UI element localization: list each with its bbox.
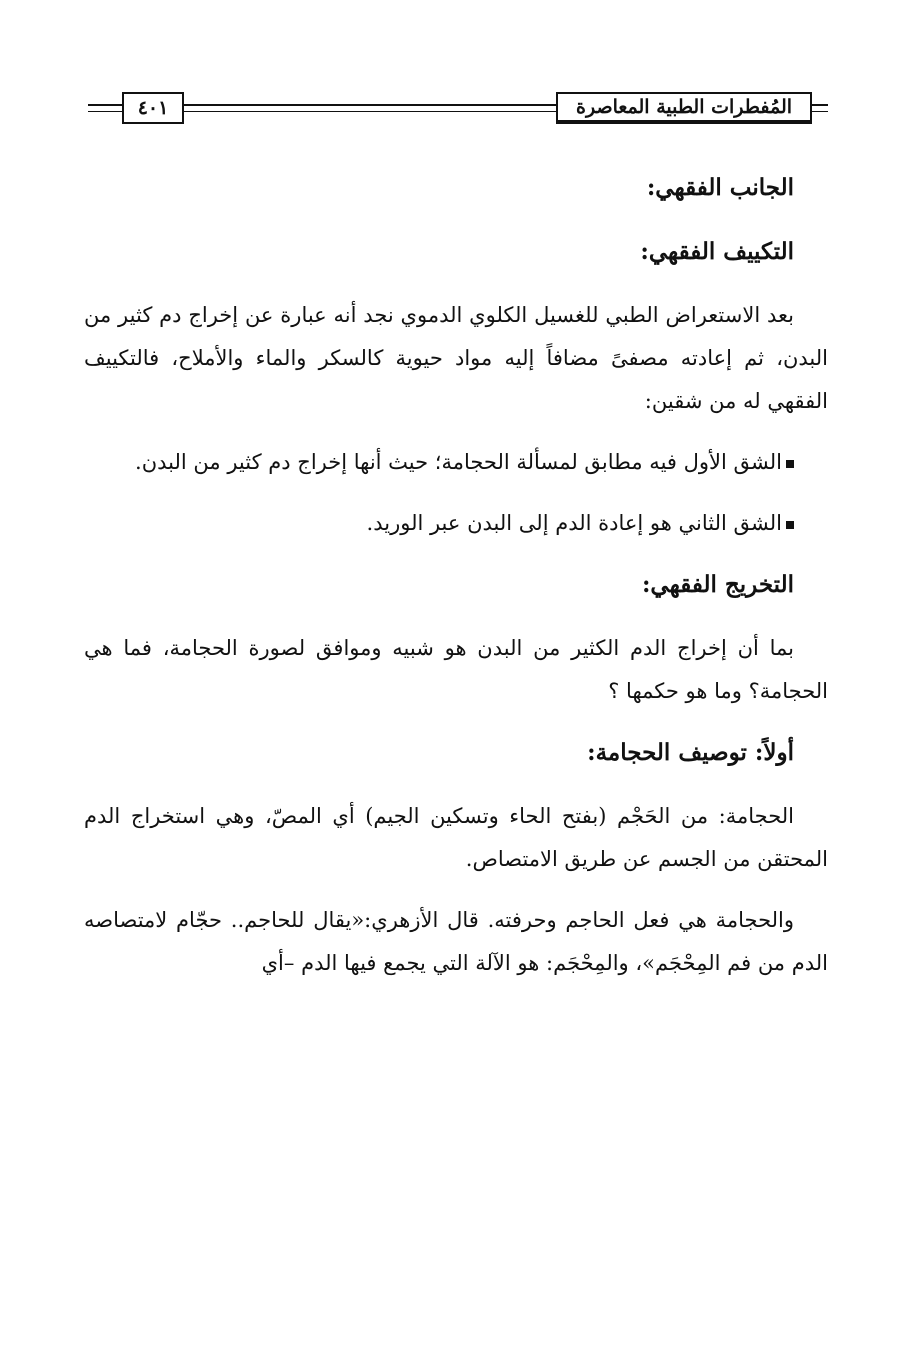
bullet-item-2 [84, 502, 828, 545]
heading-takyif: التكييف الفقهي: [640, 238, 794, 265]
paragraph-3: الحجامة: من الحَجْم (بفتح الحاء وتسكين الجيم) أي المصّ، وهي استخراج الدم المحتقن من الجسم عن طريق الامتصاص. [84, 804, 828, 871]
bullet-text-1: الشق الأول فيه مطابق لمسألة الحجامة؛ حيث أنها إخراج دم كثير من البدن. [135, 450, 782, 474]
heading-fiqh-side: الجانب الفقهي: [646, 174, 794, 201]
square-bullet-icon [786, 521, 794, 529]
running-header [88, 84, 828, 144]
heading-takhrij: التخريج الفقهي: [641, 571, 794, 598]
paragraph-4: والحجامة هي فعل الحاجم وحرفته. قال الأزهري:«يقال للحاجم.. حجّام لامتصاصه الدم من فم المِحْجَم»، والمِحْجَم: هو الآلة التي يجمع فيها الدم –أي [84, 908, 828, 975]
heading-first-description: أولاً: توصيف الحجامة: [587, 739, 794, 766]
paragraph-1: بعد الاستعراض الطبي للغسيل الكلوي الدموي نجد أنه عبارة عن إخراج دم كثير من البدن، ثم إعادته مصفىً مضافاً إليه مواد حيوية كالسكر والماء والأملاح، فالتكييف الفقهي له من شقين: [84, 303, 828, 413]
page-number: ٤٠١ [122, 92, 184, 124]
bullet-item-1 [84, 441, 828, 484]
page-body [84, 166, 828, 1003]
square-bullet-icon [786, 460, 794, 468]
book-title: المُفطرات الطبية المعاصرة [556, 92, 812, 124]
bullet-text-2: الشق الثاني هو إعادة الدم إلى البدن عبر الوريد. [366, 511, 782, 535]
paragraph-2: بما أن إخراج الدم الكثير من البدن هو شبيه وموافق لصورة الحجامة، فما هي الحجامة؟ وما هو حكمها ؟ [84, 636, 828, 703]
